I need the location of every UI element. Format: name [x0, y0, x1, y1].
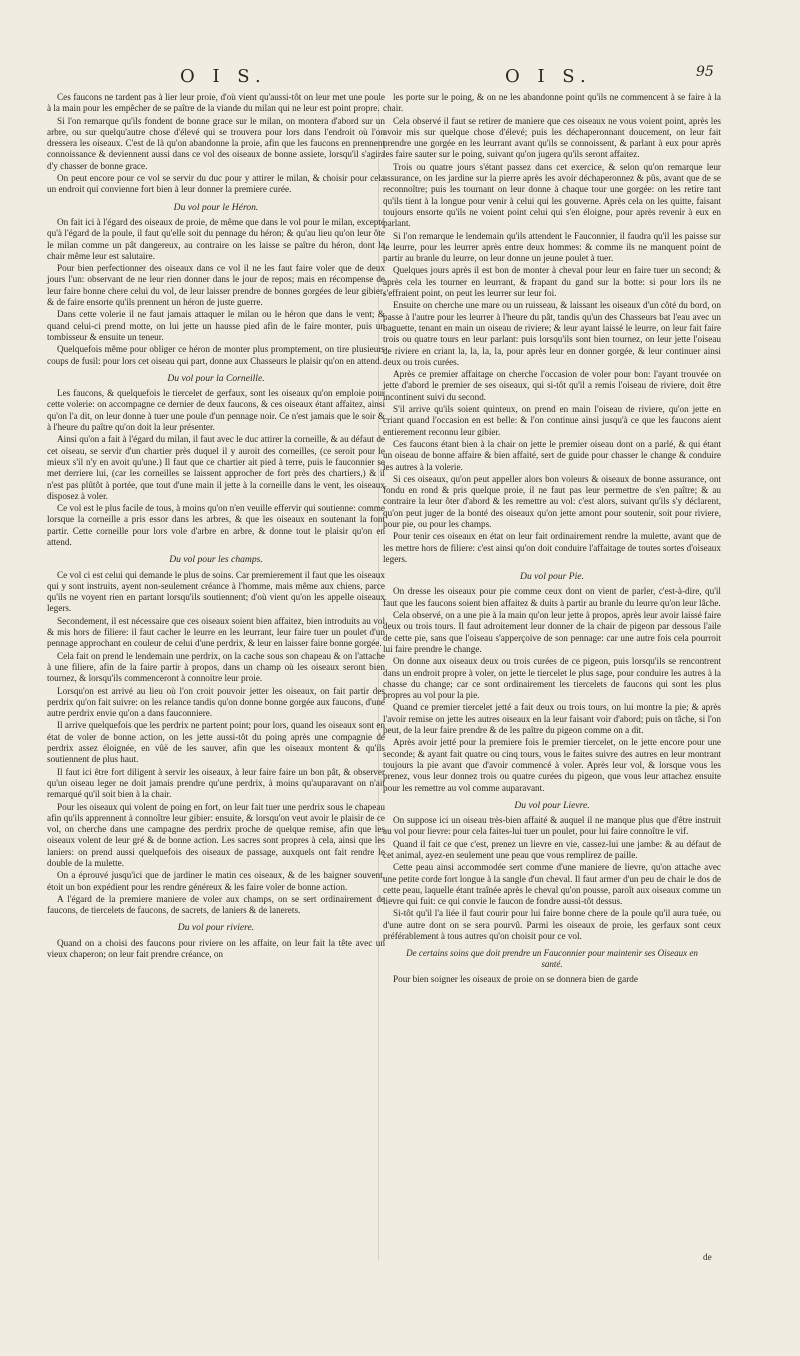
page-number: 95 [696, 64, 714, 80]
body-paragraph: Ainsi qu'on a fait à l'égard du milan, il faut avec le duc attirer la corneille, & au défaut de cet oiseau, se servir d'un chartier près duquel il y auroit des corneilles, (ce seroit pour le mieux s'il n'y en avoit qu'une.) Il faut que ce chartier ait pied à terre, puis le fauconnier se met derriere lui, (car les corneilles se laissent approcher de fort près des chartiers,) & il n'est pas plûtôt à portée, que tout d'une main il jette à la corneille dans le vent, les oiseaux disposez à voler. [47, 434, 385, 501]
body-paragraph: Ces faucons étant bien à la chair on jette le premier oiseau dont on a parlé, & qui étant un oiseau de bonne affaire & bien affaité, sert de guide pour chasser le change & conduire les autres à la volerie. [383, 438, 721, 472]
catchword: de [703, 1252, 712, 1262]
body-paragraph: Ce vol est le plus facile de tous, à moins qu'on n'en veuille effervir qui soutienne: comme lorsque la corneille a pris essor dans les arbres, & que les oiseaux en soutenant la font partir. Cette corneille pour lors vole d'arbre en arbre, & donne tout le plaisir qu'on en attend. [47, 503, 385, 547]
right-running-title: O I S. [505, 66, 592, 87]
body-paragraph: Ensuite on cherche une mare ou un ruisseau, & laissant les oiseaux d'un côté du bord, on passe à l'autre pour les leurrer à l'heure du pât, tandis qu'un des Chasseurs bat l'eau avec un baguette, tenant en main un oiseau de riviere; & leur ayant laissé le leurre, on leur fait faire trois ou quatre tours en leur parlant: puis lorsqu'ils sont bien tournez, on leur jette l'oiseau de riviere en criant la, la, la, la, pour après leur en donner gorgée, & leur continuer ainsi deux ou trois curées. [383, 300, 721, 367]
body-paragraph: Pour bien soigner les oiseaux de proie on se donnera bien de garde [393, 974, 638, 985]
body-paragraph: les porte sur le poing, & on ne les abandonne point qu'ils ne commencent à se faire à la chair. [383, 92, 721, 114]
body-paragraph: Si l'on remarque qu'ils fondent de bonne grace sur le milan, on montera d'abord sur un arbre, ou sur quelqu'autre chose d'élevé qui se trouvera pour lors dans l'endroit où l'on dressera les oiseaux. C'est de là qu'on abandonne la proie, afin que les faucons en prennent connoissance & deviennent aussi dans ce vol des oiseaux de bonne assiete, lorsqu'il s'agira d'y chasser de bonne grace. [47, 115, 385, 171]
body-paragraph: On dresse les oiseaux pour pie comme ceux dont on vient de parler, c'est-à-dire, qu'il faut que les faucons soient bien affaitez & duits à partir au branle du leurre qu'on leur lâche. [383, 586, 721, 608]
body-paragraph: Après ce premier affaitage on cherche l'occasion de voler pour bon: l'ayant trouvée on jette d'abord le premier de ses oiseaux, qui si-tôt qu'il a remis l'oiseau de riviere, doit être incontinent suivi du second. [383, 369, 721, 402]
body-paragraph: Quand il fait ce que c'est, prenez un lievre en vie, cassez-lui une jambe: & au défaut de cet animal, ayez-en seulement une peau que vous remplirez de paille. [383, 838, 721, 860]
right-column [383, 92, 721, 987]
body-paragraph: Cette peau ainsi accommodée sert comme d'une maniere de lievre, qu'on attache avec une petite corde fort longue à la sangle d'un cheval. Il faut armer d'un peu de chair le dos de cette peau, laquelle étant traînée après le cheval qu'on pousse, paroît aux oiseaux comme un lievre qui fuit: ce qui convie le faucon de fondre aussi-tôt dessus. [383, 862, 721, 907]
body-paragraph: On donne aux oiseaux deux ou trois curées de ce pigeon, puis lorsqu'ils se rencontrent dans un endroit propre à voler, on jette le tiercelet le plus sage, pour conduire les autres à la chasse du change; car ce sont ordinairement les tiercelets de faucons qui sont les plus propres au vol pour la pie. [383, 656, 721, 701]
body-paragraph: Quand on a choisi des faucons pour riviere on les affaite, on leur fait la tête avec un vieux chaperon; on leur fait prendre créance, on [47, 937, 385, 960]
section-heading: Du vol pour la Corneille. [167, 372, 265, 384]
body-paragraph: Pour bien perfectionner des oiseaux dans ce vol il ne les faut faire voler que de deux jours l'un: observant de ne leur rien donner dans le jour de repos; mais en récompense de leur faire bonne chere celui du vol, de leur laisser prendre de bonnes gorgées de leur gibier, & de faire ensorte qu'ils prennent un héron de juste guerre. [47, 263, 385, 308]
left-running-title: O I S. [180, 66, 267, 87]
body-paragraph: Il faut ici être fort diligent à servir les oiseaux, à leur faire faire un bon pât, & observer qu'un oiseau leger ne doit jamais prendre qu'une perdrix, à moins qu'auparavant on n'ait remarqué qu'il soit bien à la chair. [47, 766, 385, 800]
body-paragraph: On a éprouvé jusqu'ici que de jardiner le matin ces oiseaux, & de les baigner souvent, étoit un bon expédient pour les rendre généreux & les faire voler de bonne action. [47, 870, 385, 892]
body-paragraph: Pour tenir ces oiseaux en état on leur fait ordinairement rendre la mulette, avant que de les mettre hors de filiere: c'est ainsi qu'on doit conduire l'affaitage de toutes sortes d'oiseaux legers. [383, 531, 721, 564]
body-paragraph: Il arrive quelquefois que les perdrix ne partent point; pour lors, quand les oiseaux sont en état de voler de bonne action, on les jette aussi-tôt du poing après une compagnie de perdrix assez éloignée, en vûë de les sauver, afin que les oiseaux montent & qu'ils soutiennent de plus haut. [47, 720, 385, 765]
section-heading: Du vol pour les champs. [169, 554, 263, 566]
body-paragraph: Cela observé, on a une pie à la main qu'on leur jette à propos, après leur avoir laissé faire deux ou trois tours. Il faut adroitement leur donner de la chair de pigeon par dessous l'aile de cette pie, sans que l'oiseau s'apperçoive de son pennage: car une autre fois cela pourroit lui faire prendre le change. [383, 610, 721, 654]
body-paragraph: Cela observé il faut se retirer de maniere que ces oiseaux ne vous voient point, après les avoir mis sur quelque chose d'élevé; puis les déchaperonnant doucement, on leur fait prendre une gorgée en les leurrant avant qu'ils se connoissent, & parlant à eux pour après les faire sauter sur le poing, suivant qu'on jugera qu'ils seront affaitez. [383, 115, 721, 160]
body-paragraph: Pour les oiseaux qui volent de poing en fort, on leur fait tuer une perdrix sous le chapeau afin qu'ils apprennent à connoître leur gibier: ensuite, & lorsqu'on veut avoir le plaisir de ce vol, on cherche dans une campagne des perdrix proche de quelque remise, afin que les oiseaux volent de leur gré & de bonne action. Les sacres sont propres à cela, ainsi que les laniers: on prend aussi quelquefois des oiseaux de passage, auxquels ont fait rendre le double de la mulette. [47, 801, 385, 868]
body-paragraph: Secondement, il est nécessaire que ces oiseaux soient bien affaitez, bien introduits au vol & mis hors de filiere: il faut cacher le leurre en les leurrant, leur faire tuer un poulet d'un pennage approchant en couleur de celui d'une perdrix, & leur en laisser faire bonne gorgée. [47, 615, 385, 649]
section-heading: Du vol pour Pie. [520, 571, 584, 583]
body-paragraph: Lorsqu'on est arrivé au lieu où l'on croit pouvoir jetter les oiseaux, on fait partir des perdrix qu'on fait suivre: on les relance tandis qu'on donne bonne gorgée aux faucons, d'une autre perdrix envie qu'on a dans fauconniere. [47, 685, 385, 719]
body-paragraph: On suppose ici un oiseau très-bien affaité & auquel il ne manque plus que d'être instruit au vol pour lievre: pour cela faites-lui tuer un poulet, pour lui faire connoître le vif. [383, 815, 721, 837]
body-paragraph: A l'égard de la premiere maniere de voler aux champs, on se sert ordinairement de faucons, de tiercelets de faucons, de sacrets, de laniers & de lanerets. [47, 893, 385, 916]
body-paragraph: On peut encore pour ce vol se servir du duc pour y attirer le milan, & choisir pour cela un endroit qui convienne fort bien à leur donner la premiere curée. [47, 173, 385, 195]
body-paragraph: Quelquefois même pour obliger ce héron de monter plus promptement, on tire plusieurs coups de fusil: pour lors cet oiseau qui part, donne aux Chasseurs le plaisir qu'on en attend. [47, 344, 385, 366]
body-paragraph: Trois ou quatre jours s'étant passez dans cet exercice, & selon qu'on remarque leur assurance, on les jardine sur la pierre après les avoir déchaperonnez & pûs, avant que de se reconnoître; puis les tournant on leur donne à chaque tour une gorgée: on les retire tant qu'ils tient à la longue pour venir à celui qui les gouverne. Après cela on les quitte, faisant toujours ensorte qu'ils ne voient point celui qui s'en éloigne, pour après revenir à eux en parlant. [383, 161, 721, 229]
body-paragraph: Quand ce premier tiercelet jetté a fait deux ou trois tours, on lui montre la pie; & après l'avoir remise on jette les autres oiseaux en la leur faisant voir d'abord; puis on tâche, si l'on peut, de la leur faire prendre & de les paître du pigeon comme on a dit. [383, 702, 721, 736]
body-paragraph: Les faucons, & quelquefois le tiercelet de gerfaux, sont les oiseaux qu'on emploie pour cette volerie: on accompagne ce dernier de deux faucons, & ces oiseaux étant affaitez, ainsi qu'on l'a dit, on leur donne à tuer une poule d'un pennage noir. Ce n'est jamais que le soir & à l'heure du paître qu'on doit la leur présenter. [47, 388, 385, 433]
body-paragraph: On fait ici à l'égard des oiseaux de proie, de même que dans le vol pour le milan, excepté qu'à l'égard de la poule, il faut qu'elle soit du pennage du héron; & qu'au lieu qu'on leur ôte le milan comme un pât dangereux, au contraire on les laisse se paître du héron, dont la chair même leur est salutaire. [47, 216, 385, 261]
section-heading: Du vol pour le Héron. [173, 201, 259, 213]
section-heading: Du vol pour riviere. [177, 922, 255, 934]
body-paragraph: Quelques jours après il est bon de monter à cheval pour leur en faire tuer un second; & après cela les tourner en leurrant, & frapant du gand sur la botte: si pour lors ils ne s'effraient point, on peut les leurrer sur leur foi. [383, 265, 721, 299]
body-paragraph: S'il arrive qu'ils soient quinteux, on prend en main l'oiseau de riviere, qu'on jette en criant quand l'occasion en est belle: & l'on continue ainsi jusqu'à ce que les faucons aient entierement reconnu leur gibier. [383, 404, 721, 437]
body-paragraph: Ce vol ci est celui qui demande le plus de soins. Car premierement il faut que les oiseaux qui y sont instruits, ayent non-seulement créance à l'homme, mais même aux chiens, parce qu'ils ne voyent rien en partant lorsqu'ils soutiennent; d'où vient qu'on les appelle oiseaux legers. [47, 569, 385, 614]
body-paragraph: Dans cette volerie il ne faut jamais attaquer le milan ou le héron que dans le vent; & quand celui-ci prend motte, on lui jette un hausse pied afin de le faire monter, puis un tombisseur & ensuite un teneur. [47, 309, 385, 342]
body-paragraph: Si-tôt qu'il l'a liée il faut courir pour lui faire bonne chere de la poule qu'il aura tuée, ou d'une autre dont on se sera pourvû. Parmi les oiseaux de proie, les gerfaux sont ceux préférablement à tous autres qu'on choisit pour ce vol. [383, 908, 721, 942]
body-paragraph: Si l'on remarque le lendemain qu'ils attendent le Fauconnier, il faudra qu'il les paisse sur le leurre, pour les leurrer après entre deux hommes: & comme ils ne manquent point de partir au branle du leurre, on leur donne un jeune poulet à tuer. [383, 230, 721, 264]
section-heading: Du vol pour Lievre. [514, 799, 590, 811]
left-column [47, 92, 385, 961]
body-paragraph: Cela fait on prend le lendemain une perdrix, on la cache sous son chapeau & on l'attache à une filiere, afin de la faire partir à propos, dans un champ où les oiseaux seront bien tournez, & lorsqu'ils commenceront à connoitre leur proie. [47, 650, 385, 684]
body-paragraph: Ces faucons ne tardent pas à lier leur proie, d'où vient qu'aussi-tôt on leur met une poule à la main pour les empêcher de se paître de la viande du milan qui ne leur est point propre. [47, 92, 385, 114]
body-paragraph: Si ces oiseaux, qu'on peut appeller alors bon voleurs & oiseaux de bonne assurance, ont fondu en rond & pris quelque proie, il ne faut pas leur permettre de s'en paître; & au contraire la leur ôter d'abord & les remettre au vol: c'est alors, suivant qu'ils s'y déclarent, qu'on peut juger de la bonté des oiseaux qu'on jette amont pour soutenir, soit pour riviere, pour pie, ou pour les champs. [383, 473, 721, 529]
body-paragraph: Après avoir jetté pour la premiere fois le premier tiercelet, on le jette encore pour une seconde; & ayant fait quatre ou cinq tours, vous le faites suivre des autres en leur montrant toujours la pie avant que d'avoir commencé à voler. Après leur vol, & lorsque vous les prenez, vous leur donnez trois ou quatre curées du pigeon, que vous leur attachez ensuite pour les remettre au vol comme auparavant. [383, 737, 721, 793]
section-heading: De certains soins que doit prendre un Fauconnier pour maintenir ses Oiseaux en santé. [406, 948, 698, 970]
